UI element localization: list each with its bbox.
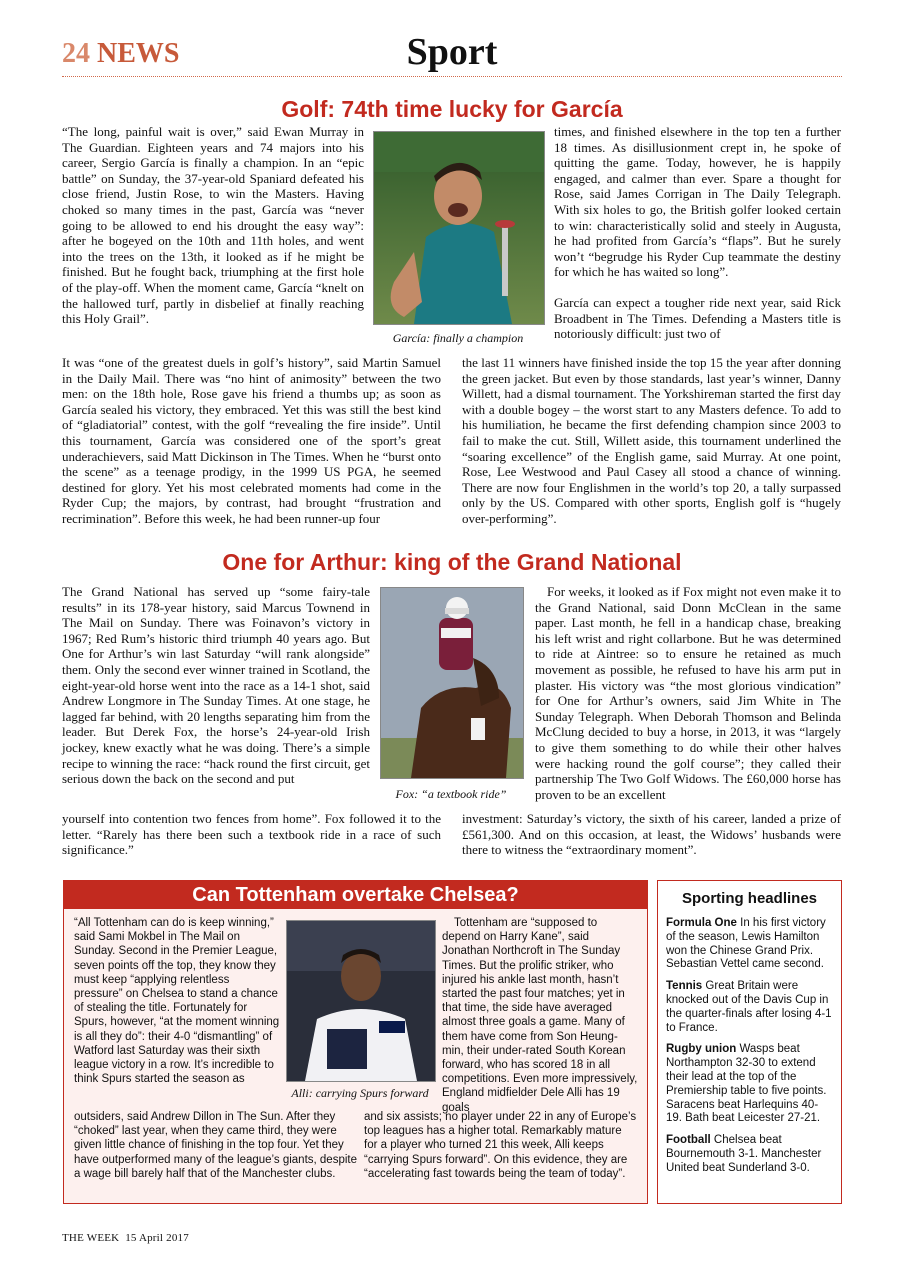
tottenham-headline: Can Tottenham overtake Chelsea? xyxy=(64,881,647,909)
national-photo-caption: Fox: “a textbook ride” xyxy=(395,787,507,801)
section-label: NEWS xyxy=(97,38,180,69)
golf-left-bottom xyxy=(62,355,441,539)
alli-image xyxy=(287,921,435,1081)
national-right-top xyxy=(535,584,841,806)
national-paragraph: The Grand National has served up “some fairy-tale results” in its 178-year history, said Marcus Townend in The Mail on Sunday. There was Foinavon’s victory in 1967; Red Rum’s historic third triumph 40 years ago. But One for Arthur’s win last Saturday “will rank alongside” them. Only the second ever winner trained in Scotland, the eight-year-old horse went into the race as a 14-1 shot, said Andrew Longmore in The Sunday Times. At one stage, he lagged far behind, with 20 lengths separating him from the leader. But Derek Fox, the horse’s 24-year-old Irish jockey, knew exactly what he was doing. There’s a simple recipe to winning the race: “hack round the first circuit, get serious down the back on the second and put xyxy=(62,584,370,787)
national-paragraph: investment: Saturday’s victory, the sixth of his career, landed a prize of £561,300. And on this occasion, at least, the Widows’ husbands were there to witness the “extraordinary moment”. xyxy=(462,811,841,858)
golf-photo-caption: García: finally a champion xyxy=(392,331,524,345)
golf-paragraph: the last 11 winners have finished inside the top 15 the year after donning the green jacket. But even by those standards, last year’s winner, Danny Willett, had a dismal tournament. The Yorkshireman started the first day with a double bogey – the worst start to any Masters defence. To add to his humiliation, he became the first defending champion since 2003 to fail to make the cut. Still, Willett aside, this tournament underlined the “soaring excellence” of the English game, said Murray. At one point, Rose, Lee Westwood and Paul Casey all stood a chance of winning. There are now four Englishmen in the world’s top 20, a tally surpassed only by the US. Compared with other sports, English golf is “hugely over-performing”. xyxy=(462,355,841,526)
golf-left-top xyxy=(62,124,364,346)
section-title: Sport xyxy=(406,31,498,73)
golf-paragraph: “The long, painful wait is over,” said Ewan Murray in The Guardian. Eighteen years and 74 majors into his career, Sergio García is finally a champion. In an “epic battle” on Sunday, the 37-year-old Spaniard defeated his close friend, Justin Rose, to win the Masters. Having choked so many times in the past, García was “never going to be allowed to end his drought the easy way”: after he bogeyed on the 10th and 11th holes, and went into the trees on the 13th, it looked as if he might be finished. But he fought back, triumphing at the first hole of the play-off. When the moment came, García “knelt on the hallowed turf, partly in disbelief at finally reaching this Holy Grail”. xyxy=(62,124,364,327)
headline-item-text: Chelsea beat Bournemouth 3-1. Manchester United beat Sunderland 3-0. xyxy=(666,1134,822,1174)
tottenham-paragraph: Tottenham are “supposed to depend on Harry Kane”, said Jonathan Northcroft in The Sunday Times. But the prolific striker, who injured his ankle last month, hasn’t started the past four matches; yet in that time, the side have averaged almost three goals a game. Many of them have come from Son Heung-min, their under-rated South Korean forward, who has scored 18 in all competitions. Even more impressively, England midfielder Dele Alli has 19 goals xyxy=(442,917,638,1114)
alli-photo xyxy=(286,920,436,1082)
national-paragraph: For weeks, it looked as if Fox might not even make it to the Grand National, said Donn McClean in the same paper. Last month, he fell in a handicap chase, breaking his left wrist and right collarbone. But he was determined to ride at Aintree: so to ensure he retained as much movement as possible, he refused to have his arm put in plaster. His victory was “the most glorious vindication” for One for Arthur’s owners, said Jim White in The Sunday Telegraph. When Deborah Thomson and Belinda McClung decided to buy a horse, in 2013, it was “largely to give them something to do while their other halves were hacking round the golf course”; they called their partnership The Two Golf Widows. The £60,000 horse has proven to be an excellent xyxy=(535,584,841,802)
tottenham-photo-caption: Alli: carrying Spurs forward xyxy=(291,1086,429,1100)
headline-item xyxy=(666,1134,833,1175)
tottenham-left-bottom xyxy=(74,1110,358,1196)
garcia-photo xyxy=(373,131,545,325)
national-paragraph: yourself into contention two fences from home”. Fox followed it to the letter. “Rarely has there been such a textbook ride in a race of such significance.” xyxy=(62,811,441,858)
headline-item-text: Wasps beat Northampton 32-30 to extend their lead at the top of the Premiership table to five points. Saracens beat Harlequins 40-19. Bath beat Leicester 27-21. xyxy=(666,1043,827,1125)
page-footer xyxy=(62,1232,189,1244)
tottenham-left-top xyxy=(74,916,280,1106)
headline-item xyxy=(666,980,833,1035)
publication-name: THE WEEK xyxy=(62,1232,120,1244)
headline-item-label: Tennis xyxy=(666,980,703,993)
tottenham-right-top xyxy=(442,916,638,1114)
national-right-bottom xyxy=(462,811,841,859)
issue-date: 15 April 2017 xyxy=(125,1232,189,1244)
headline-item-label: Formula One xyxy=(666,917,737,929)
national-left-top xyxy=(62,584,370,806)
tottenham-paragraph: “All Tottenham can do is keep winning,” said Sami Mokbel in The Mail on Sunday. Second in the Premier League, seven points off the top, they know they must keep “applying relentless pressure” on Chelsea to stand a chance of stealing the title. Fortunately for Spurs, however, “at the moment winning is all they do”: their 4-0 “dismantling” of Watford last Saturday was their sixth league victory in a row. It’s incredible to think Spurs started the season as xyxy=(74,917,280,1086)
golf-paragraph: times, and finished elsewhere in the top ten a further 18 times. As disillusionment crept in, he spoke of quitting the game. Today, however, he is happily engaged, and calmer than ever. Spare a thought for Rose, said James Corrigan in The Daily Telegraph. With six holes to go, the British golfer looked certain to win: characteristically solid and steely in Augusta, he had profited from García’s “flaps”. But he surely won’t “begrudge his Ryder Cup teammate the destiny for which he has waited so long”. xyxy=(554,124,841,280)
headline-item-text: In his first victory of the season, Lewis Hamilton won the Chinese Grand Prix. Sebastian Vettel came second. xyxy=(666,917,826,971)
golf-right-bottom xyxy=(462,355,841,539)
national-headline: One for Arthur: king of the Grand National xyxy=(222,549,682,575)
headline-item-label: Rugby union xyxy=(666,1043,737,1056)
national-left-bottom xyxy=(62,811,441,859)
golf-paragraph: It was “one of the greatest duels in golf’s history”, said Martin Samuel in the Daily Mail. There was “no hint of animosity” between the two men: on the 18th hole, Rose gave his friend a thumbs up; as soon as García sealed his victory, they embraced. Yet this was still the best kind of “gladiatorial” contest, with the golf “revealing the fire inside”. Until this tournament, García was considered one of the sport’s great underachievers, said Matt Dickinson in The Times. When he “burst onto the scene” as a teenage prodigy, in the 1999 US PGA, he seemed destined for glory. Yet his most celebrated moments had come in the Ryder Cup; the majors, by contrast, had brought “frustration and recrimination”. Before this week, he had been runner-up four xyxy=(62,355,441,526)
tottenham-paragraph: outsiders, said Andrew Dillon in The Sun. After they “choked” last year, when they came third, they were given little chance of finishing in the top four. Yet they have outperformed many of the league’s giants, despite a wage bill barely half that of the Manchester clubs. xyxy=(74,1111,357,1180)
fox-photo xyxy=(380,587,524,779)
page-number-value: 24 xyxy=(62,38,90,69)
header-rule xyxy=(62,76,842,77)
golf-paragraph: García can expect a tougher ride next year, said Rick Broadbent in The Times. Defending a Masters title is notoriously difficult: just two of xyxy=(554,294,841,342)
golf-right-top xyxy=(554,124,841,374)
golf-headline: Golf: 74th time lucky for García xyxy=(281,96,623,122)
headline-item-label: Football xyxy=(666,1134,711,1147)
page-header xyxy=(62,28,842,80)
tottenham-box xyxy=(63,880,648,1204)
headline-item xyxy=(666,1043,833,1126)
garcia-image xyxy=(374,132,544,324)
headline-item xyxy=(666,917,833,972)
sporting-headlines-title: Sporting headlines xyxy=(681,890,817,907)
sporting-headlines-box xyxy=(657,880,842,1204)
tottenham-right-bottom xyxy=(364,1110,638,1196)
fox-image xyxy=(381,588,523,778)
tottenham-paragraph: and six assists; no player under 22 in any of Europe’s top leagues has a higher total. Remarkably mature for a player who turned 21 this week, Alli keeps “carrying Spurs forward”. On this evidence, they are “accelerating fast towards being the team of today”. xyxy=(364,1111,637,1180)
headline-item-text: Great Britain were knocked out of the Davis Cup in the quarter-finals after losing 4-1 to France. xyxy=(666,980,832,1034)
